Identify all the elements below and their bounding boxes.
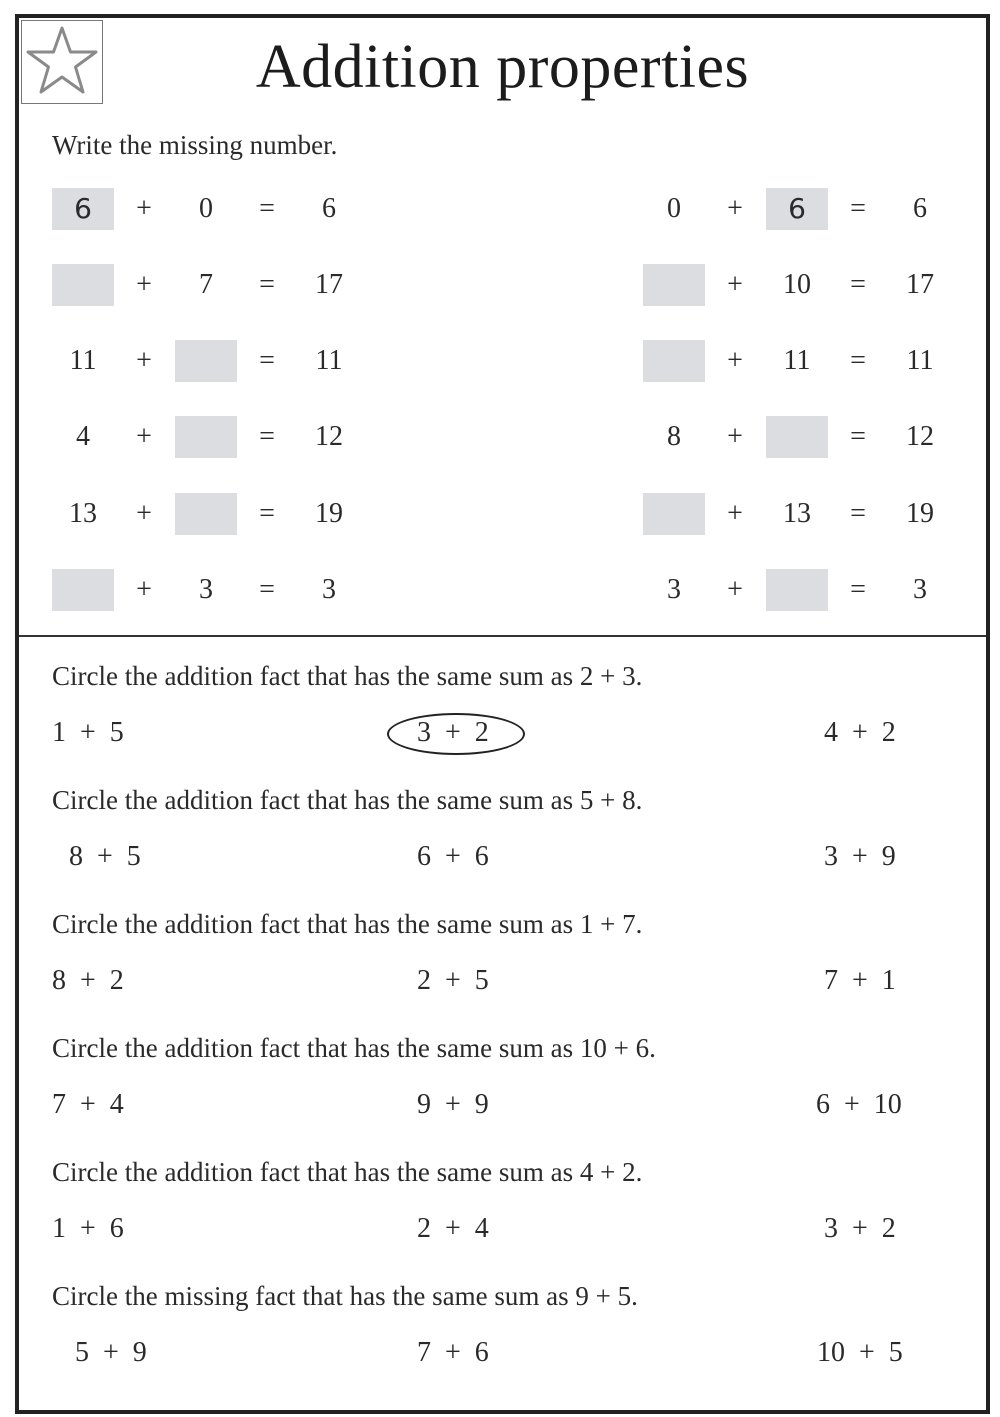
answer-option[interactable]: 1 + 5 [52,717,124,748]
sum-value: 12 [315,421,343,452]
answer-option[interactable]: 3 + 2 [417,717,489,748]
answer-option[interactable]: 2 + 5 [417,965,489,996]
sum-value: 17 [315,269,343,300]
addend-value: 13 [783,498,811,529]
question-text-5: Circle the addition fact that has the same sum as 4 + 2. [52,1157,643,1187]
answer-box[interactable] [643,264,705,306]
plus-sign: + [136,498,152,529]
question-text-4: Circle the addition fact that has the same sum as 10 + 6. [52,1033,656,1063]
answer-box[interactable]: 6 [766,188,828,230]
sum-value: 3 [913,574,927,605]
equals-sign: = [850,269,866,300]
equals-sign: = [259,498,275,529]
question-text-2: Circle the addition fact that has the same sum as 5 + 8. [52,785,643,815]
answer-option[interactable]: 8 + 5 [69,841,141,872]
addend-value: 10 [783,269,811,300]
equals-sign: = [259,193,275,224]
plus-sign: + [727,498,743,529]
question-text-6: Circle the missing fact that has the same sum as 9 + 5. [52,1281,638,1311]
addend-value: 13 [69,498,97,529]
addend-value: 3 [199,574,213,605]
plus-sign: + [136,193,152,224]
answer-box[interactable] [52,569,114,611]
answer-box[interactable] [52,264,114,306]
answer-option[interactable]: 6 + 10 [816,1089,902,1120]
sum-value: 11 [315,345,343,376]
page-title: Addition properties [255,33,750,101]
section-divider [19,635,986,637]
instruction-text: Write the missing number. [52,130,338,160]
answer-option[interactable]: 3 + 2 [824,1213,896,1244]
equals-sign: = [850,498,866,529]
plus-sign: + [727,345,743,376]
answer-box[interactable] [175,340,237,382]
answer-box[interactable] [643,340,705,382]
plus-sign: + [136,421,152,452]
answer-option[interactable]: 9 + 9 [417,1089,489,1120]
answer-box[interactable]: 6 [52,188,114,230]
question-text-3: Circle the addition fact that has the same sum as 1 + 7. [52,909,643,939]
plus-sign: + [727,574,743,605]
equals-sign: = [259,345,275,376]
addend-value: 11 [783,345,811,376]
sum-value: 3 [322,574,336,605]
plus-sign: + [136,574,152,605]
answer-option[interactable]: 10 + 5 [817,1337,903,1368]
question-text-1: Circle the addition fact that has the same sum as 2 + 3. [52,661,643,691]
equals-sign: = [850,193,866,224]
equals-sign: = [259,574,275,605]
answer-option[interactable]: 7 + 1 [824,965,896,996]
plus-sign: + [727,421,743,452]
addend-value: 3 [667,574,681,605]
sum-value: 11 [906,345,934,376]
sum-value: 12 [906,421,934,452]
answer-box[interactable] [766,416,828,458]
equals-sign: = [259,421,275,452]
answer-option[interactable]: 7 + 4 [52,1089,124,1120]
equals-sign: = [850,345,866,376]
addend-value: 0 [667,193,681,224]
plus-sign: + [136,269,152,300]
answer-option[interactable]: 2 + 4 [417,1213,489,1244]
addend-value: 7 [199,269,213,300]
sum-value: 6 [322,193,336,224]
plus-sign: + [727,269,743,300]
sum-value: 6 [913,193,927,224]
answer-option[interactable]: 1 + 6 [52,1213,124,1244]
answer-option[interactable]: 3 + 9 [824,841,896,872]
answer-option[interactable]: 7 + 6 [417,1337,489,1368]
answer-box[interactable] [766,569,828,611]
answer-option[interactable]: 5 + 9 [75,1337,147,1368]
sum-value: 19 [906,498,934,529]
equals-sign: = [850,574,866,605]
answer-option[interactable]: 8 + 2 [52,965,124,996]
equals-sign: = [850,421,866,452]
addend-value: 11 [69,345,97,376]
sum-value: 19 [315,498,343,529]
selected-answer-circle [387,713,525,755]
addend-value: 4 [76,421,90,452]
equals-sign: = [259,269,275,300]
answer-option[interactable]: 6 + 6 [417,841,489,872]
answer-box[interactable] [175,493,237,535]
addend-value: 0 [199,193,213,224]
plus-sign: + [727,193,743,224]
plus-sign: + [136,345,152,376]
answer-box[interactable] [175,416,237,458]
answer-box[interactable] [643,493,705,535]
sum-value: 17 [906,269,934,300]
answer-option[interactable]: 4 + 2 [824,717,896,748]
worksheet-page [15,14,990,1414]
addend-value: 8 [667,421,681,452]
